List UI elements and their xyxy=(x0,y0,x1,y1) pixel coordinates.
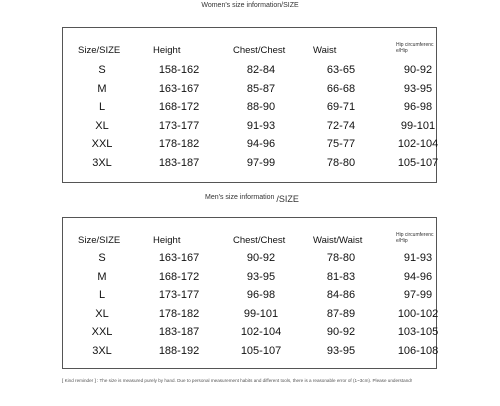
measurement-cell: 99-101 xyxy=(400,119,436,132)
measurement-cell: 183-187 xyxy=(158,156,200,169)
size-label-cell: XL xyxy=(95,307,109,320)
measurement-cell: 96-98 xyxy=(246,289,276,301)
size-label-cell: M xyxy=(97,82,107,95)
men-title-suffix: /SIZE xyxy=(276,194,299,204)
measurement-cell: 99-101 xyxy=(243,307,279,320)
size-label-cell: 3XL xyxy=(92,156,112,169)
measurement-cell: 85-87 xyxy=(246,82,276,95)
measurement-cell: 93-95 xyxy=(246,270,276,283)
measurement-cell: 72-74 xyxy=(326,119,356,132)
measurement-cell: 102-104 xyxy=(240,326,282,338)
header-height: Height xyxy=(153,235,181,246)
header-height: Height xyxy=(153,45,181,56)
measurement-cell: 163-167 xyxy=(158,252,200,264)
header-hip xyxy=(396,232,452,244)
measurement-cell: 105-107 xyxy=(397,156,439,169)
size-label-cell: XL xyxy=(95,119,109,132)
measurement-cell: 94-96 xyxy=(403,270,433,283)
measurement-cell: 63-65 xyxy=(326,64,356,76)
kind-reminder-note xyxy=(62,378,482,383)
measurement-cell: 158-162 xyxy=(158,64,200,76)
measurement-cell: 84-86 xyxy=(326,289,356,301)
women-table-title: Women's size information/SIZE xyxy=(201,2,299,9)
size-label-cell: L xyxy=(98,101,106,113)
men-size-table xyxy=(62,217,437,369)
women-size-table xyxy=(62,27,437,183)
measurement-cell: 93-95 xyxy=(403,82,433,95)
measurement-cell: 93-95 xyxy=(326,344,356,357)
header-hip-line1: Hip circumferenc xyxy=(396,42,434,48)
measurement-cell: 81-83 xyxy=(326,270,356,283)
measurement-cell: 94-96 xyxy=(246,138,276,150)
men-table-title xyxy=(205,191,299,204)
reminder-text: The size is measured purely by hand. Due to personal measurement habits and different tools, there is a reasonable error of (1~3cm). Please understand! xyxy=(99,378,413,383)
measurement-cell: 173-177 xyxy=(158,289,200,301)
measurement-cell: 173-177 xyxy=(158,119,200,132)
size-label-cell: L xyxy=(98,289,106,301)
size-label-cell: XXL xyxy=(91,138,113,150)
measurement-cell: 168-172 xyxy=(158,270,200,283)
size-label-cell: S xyxy=(98,64,106,76)
measurement-cell: 106-108 xyxy=(397,344,439,357)
header-hip-line1: Hip circumferenc xyxy=(396,232,434,238)
header-waist: Waist/Waist xyxy=(313,235,363,246)
size-label-cell: S xyxy=(98,252,106,264)
measurement-cell: 69-71 xyxy=(326,101,356,113)
measurement-cell: 96-98 xyxy=(403,101,433,113)
reminder-open-bracket: [ xyxy=(62,378,65,383)
header-chest: Chest/Chest xyxy=(233,45,286,56)
size-label-cell: XXL xyxy=(91,326,113,338)
measurement-cell: 90-92 xyxy=(326,326,356,338)
measurement-cell: 90-92 xyxy=(403,64,433,76)
measurement-cell: 78-80 xyxy=(326,156,356,169)
header-size: Size/SIZE xyxy=(78,45,121,56)
measurement-cell: 103-105 xyxy=(397,326,439,338)
measurement-cell: 87-89 xyxy=(326,307,356,320)
measurement-cell: 100-102 xyxy=(397,307,439,320)
measurement-cell: 163-167 xyxy=(158,82,200,95)
measurement-cell: 75-77 xyxy=(326,138,356,150)
measurement-cell: 78-80 xyxy=(326,252,356,264)
measurement-cell: 82-84 xyxy=(246,64,276,76)
measurement-cell: 90-92 xyxy=(246,252,276,264)
header-hip-line2: e/Hip xyxy=(396,238,408,244)
measurement-cell: 183-187 xyxy=(158,326,200,338)
measurement-cell: 91-93 xyxy=(246,119,276,132)
men-title-text: Men's size information xyxy=(205,194,275,201)
size-label-cell: M xyxy=(97,270,107,283)
header-hip-line2: e/Hip xyxy=(396,48,408,54)
measurement-cell: 168-172 xyxy=(158,101,200,113)
size-label-cell: 3XL xyxy=(92,344,112,357)
header-chest: Chest/Chest xyxy=(233,235,286,246)
measurement-cell: 178-182 xyxy=(158,138,200,150)
measurement-cell: 97-99 xyxy=(403,289,433,301)
measurement-cell: 188-192 xyxy=(158,344,200,357)
header-waist: Waist xyxy=(313,45,337,56)
header-hip xyxy=(396,42,452,54)
header-size: Size/SIZE xyxy=(78,235,121,246)
measurement-cell: 88-90 xyxy=(246,101,276,113)
measurement-cell: 105-107 xyxy=(240,344,282,357)
measurement-cell: 97-99 xyxy=(246,156,276,169)
measurement-cell: 102-104 xyxy=(397,138,439,150)
measurement-cell: 178-182 xyxy=(158,307,200,320)
measurement-cell: 91-93 xyxy=(403,252,433,264)
measurement-cell: 66-68 xyxy=(326,82,356,95)
reminder-label: Kind reminder xyxy=(64,378,94,383)
reminder-close-bracket: ] : xyxy=(93,378,100,383)
